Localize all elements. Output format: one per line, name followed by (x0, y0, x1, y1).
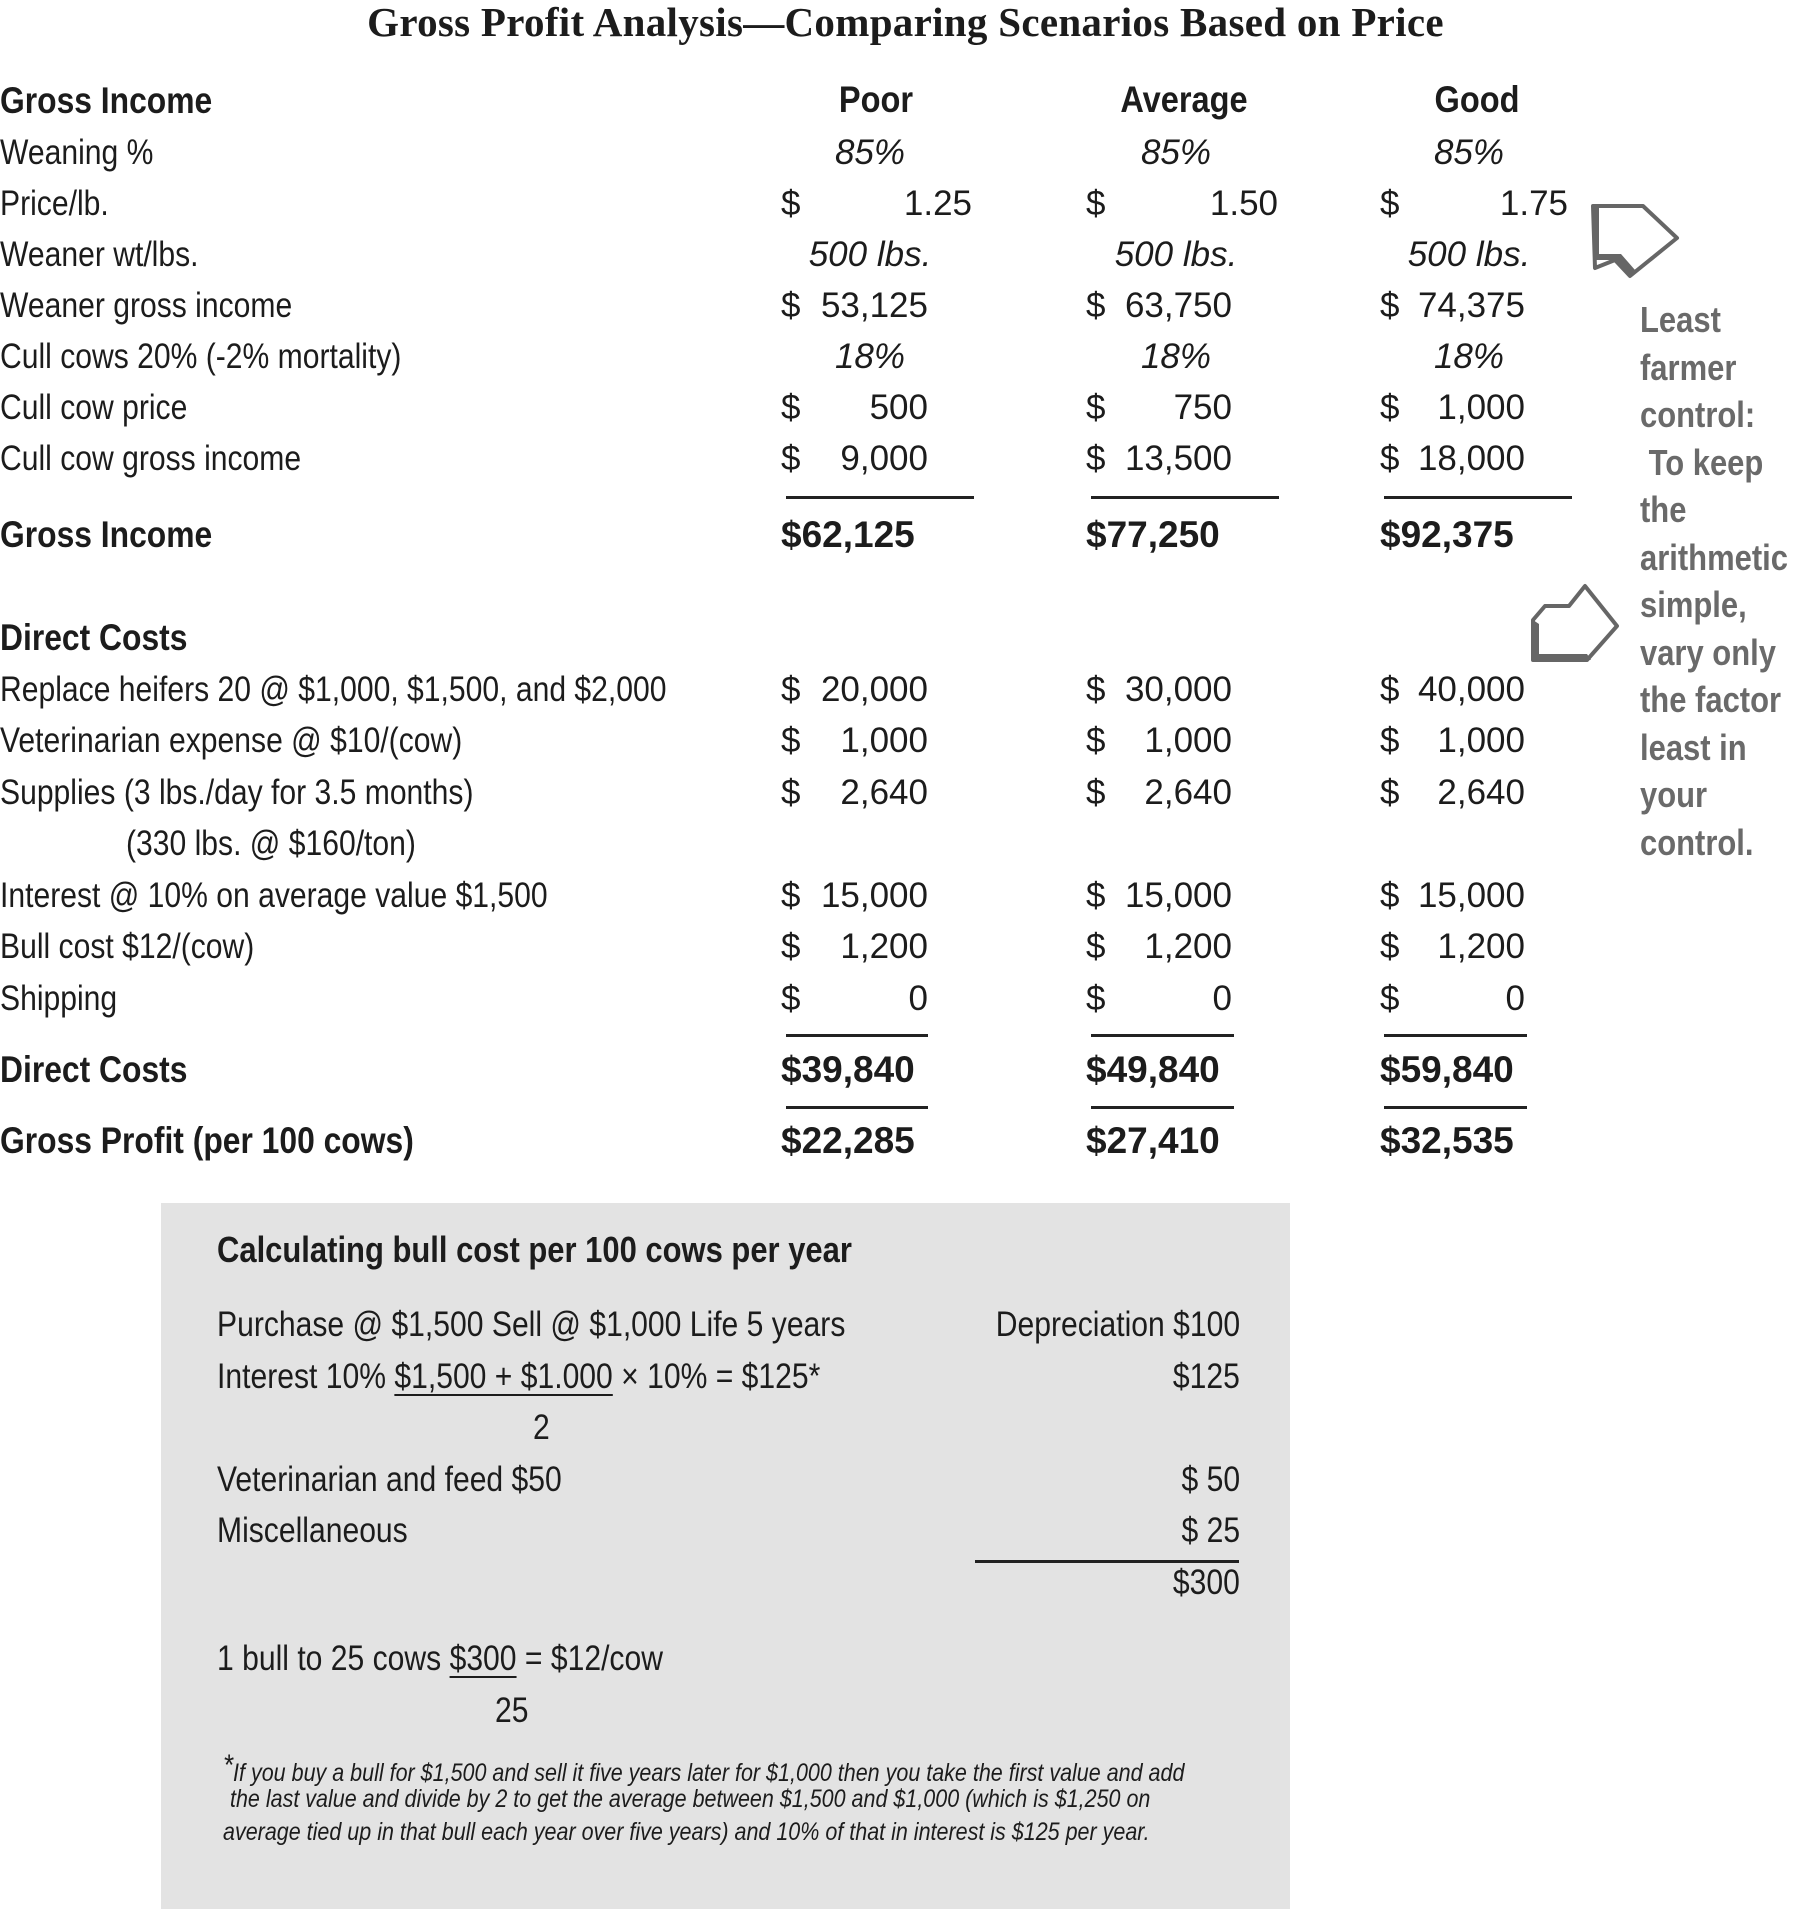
row-label: Cull cow price (0, 388, 188, 427)
dollar-sign: $ (1086, 670, 1106, 709)
gross-income-total: $77,250 (1086, 514, 1220, 555)
value-cell: 85% (1140, 133, 1212, 172)
amount: 15,000 (820, 876, 928, 915)
gross-profit-value: $22,285 (781, 1120, 915, 1161)
total-rule (1384, 496, 1572, 499)
footnote-line1: *If you buy a bull for $1,500 and sell it five years later for $1,000 then you take the first value and add (223, 1749, 1185, 1787)
amount: 53,125 (820, 286, 928, 325)
amount: 9,000 (840, 439, 928, 478)
profit-rule (1091, 1106, 1234, 1109)
value-cell (781, 388, 928, 428)
value-cell (1380, 773, 1525, 813)
gross-income-total: $62,125 (781, 514, 915, 555)
dollar-sign: $ (1380, 439, 1400, 478)
dollar-sign: $ (1086, 876, 1106, 915)
dollar-sign: $ (1380, 876, 1400, 915)
value-cell (781, 876, 928, 916)
dollar-sign: $ (1086, 773, 1106, 812)
total-rule (1384, 1034, 1527, 1037)
value-cell (1086, 927, 1232, 967)
row-label: Weaner gross income (0, 286, 293, 325)
row-label: Veterinarian expense @ $10/(cow) (0, 721, 463, 760)
gross-profit-value: $32,535 (1380, 1120, 1514, 1161)
amount: 1,000 (1437, 721, 1525, 760)
value-cell (1086, 721, 1232, 761)
side-note-line: control. (1640, 821, 1754, 863)
dollar-sign: $ (781, 927, 801, 966)
value-cell (1380, 927, 1525, 967)
bull-box-line4-right: $ 25 (1181, 1511, 1240, 1550)
value-cell: 85% (1433, 133, 1505, 172)
amount: 13,500 (1124, 439, 1232, 478)
gross-profit-label: Gross Profit (per 100 cows) (0, 1120, 414, 1161)
value-cell (1380, 388, 1525, 428)
side-note-line: farmer (1640, 346, 1737, 388)
amount: 1.50 (1209, 184, 1278, 223)
value-cell: 500 lbs. (1407, 235, 1531, 274)
side-note-line: To keep (1640, 441, 1764, 483)
dollar-sign: $ (781, 388, 801, 427)
total-rule (786, 1034, 928, 1037)
side-note-line: vary only (1640, 631, 1776, 673)
arrow-icon-lower (1525, 580, 1625, 670)
dollar-sign: $ (781, 286, 801, 325)
profit-rule (1384, 1106, 1527, 1109)
value-cell: 500 lbs. (1114, 235, 1238, 274)
direct-costs-total: $39,840 (781, 1049, 915, 1090)
value-cell: 85% (834, 133, 906, 172)
value-cell (1086, 439, 1232, 479)
amount: 30,000 (1124, 670, 1232, 709)
dollar-sign: $ (781, 979, 801, 1018)
side-note-line: arithmetic (1640, 536, 1788, 578)
value-cell (1086, 670, 1232, 710)
amount: 1,200 (1144, 927, 1232, 966)
dollar-sign: $ (1380, 670, 1400, 709)
value-cell (781, 721, 928, 761)
row-label: Weaning % (0, 133, 154, 172)
dollar-sign: $ (1086, 979, 1106, 1018)
side-note-line: Least (1640, 299, 1721, 340)
gross-income-total-label: Gross Income (0, 514, 213, 555)
row-label: Interest @ 10% on average value $1,500 (0, 876, 548, 915)
value-cell (1086, 184, 1278, 224)
amount: 63,750 (1124, 286, 1232, 325)
value-cell (1086, 876, 1232, 916)
dollar-sign: $ (781, 439, 801, 478)
amount: 1,000 (840, 721, 928, 760)
dollar-sign: $ (781, 670, 801, 709)
section-heading-gross-income: Gross Income (0, 80, 213, 121)
amount: 74,375 (1417, 286, 1525, 325)
amount: 1,000 (1437, 388, 1525, 427)
total-rule (1091, 496, 1279, 499)
bull-per-cow-line (217, 1639, 663, 1679)
dollar-sign: $ (781, 773, 801, 812)
side-note-line: your (1640, 774, 1708, 815)
amount: 1,000 (1144, 721, 1232, 760)
bull-prefix: 1 bull to 25 cows (217, 1639, 450, 1678)
amount: 0 (1212, 979, 1232, 1018)
amount: 0 (1505, 979, 1525, 1018)
value-cell (1380, 721, 1525, 761)
value-cell: 500 lbs. (808, 235, 932, 274)
value-cell (781, 773, 928, 813)
total-rule (1091, 1034, 1234, 1037)
amount: 1,200 (1437, 927, 1525, 966)
value-cell (1380, 439, 1525, 479)
row-label: Cull cow gross income (0, 439, 302, 478)
row-label: Replace heifers 20 @ $1,000, $1,500, and $2,000 (0, 670, 667, 709)
value-cell: 18% (834, 337, 906, 376)
footnote-line3: average tied up in that bull each year over five years) and 10% of that in interest is $125 per year. (223, 1818, 1150, 1846)
row-label: Shipping (0, 979, 118, 1018)
value-cell (1380, 286, 1525, 326)
bull-box-line4: Miscellaneous (217, 1511, 408, 1550)
amount: 2,640 (840, 773, 928, 812)
amount: 0 (908, 979, 928, 1018)
amount: 40,000 (1417, 670, 1525, 709)
column-header-average: Average (1120, 79, 1248, 120)
row-label: Bull cost $12/(cow) (0, 927, 255, 966)
column-header-good: Good (1434, 79, 1520, 120)
side-note (1640, 296, 1786, 866)
value-cell (781, 979, 928, 1019)
value-cell (781, 439, 928, 479)
side-note-line: the (1640, 489, 1687, 530)
value-cell (781, 184, 972, 224)
side-note-line: simple, (1640, 584, 1747, 625)
row-label: Cull cows 20% (-2% mortality) (0, 337, 402, 376)
interest-numerator: $1,500 + $1.000 (394, 1357, 613, 1396)
dollar-sign: $ (1086, 388, 1106, 427)
bull-box-line2 (217, 1357, 820, 1397)
dollar-sign: $ (1086, 927, 1106, 966)
value-cell (1380, 876, 1525, 916)
arrow-icon-upper (1585, 198, 1685, 288)
value-cell (1380, 979, 1525, 1019)
section-heading-direct-costs: Direct Costs (0, 617, 188, 658)
dollar-sign: $ (781, 184, 801, 223)
dollar-sign: $ (1380, 721, 1400, 760)
side-note-line: least in (1640, 726, 1747, 768)
row-label: Price/lb. (0, 184, 109, 223)
side-note-line: the factor (1640, 679, 1782, 720)
dollar-sign: $ (781, 721, 801, 760)
dollar-sign: $ (1380, 286, 1400, 325)
bull-box-line1: Purchase @ $1,500 Sell @ $1,000 Life 5 years (217, 1305, 846, 1344)
value-cell (781, 670, 928, 710)
bull-box-heading: Calculating bull cost per 100 cows per year (217, 1229, 852, 1270)
value-cell: 18% (1140, 337, 1212, 376)
dollar-sign: $ (1380, 388, 1400, 427)
amount: 15,000 (1417, 876, 1525, 915)
value-cell (1380, 670, 1525, 710)
column-header-poor: Poor (838, 79, 914, 120)
bull-box-line1-right: Depreciation $100 (995, 1305, 1240, 1344)
bull-box-total: $300 (1173, 1563, 1240, 1602)
amount: 20,000 (820, 670, 928, 709)
value-cell (1380, 184, 1568, 224)
value-cell: 18% (1433, 337, 1505, 376)
amount: 1,200 (840, 927, 928, 966)
row-label: Weaner wt/lbs. (0, 235, 199, 274)
value-cell (1086, 773, 1232, 813)
dollar-sign: $ (781, 876, 801, 915)
interest-suffix: × 10% = $125* (612, 1357, 821, 1396)
amount: 18,000 (1417, 439, 1525, 478)
amount: 2,640 (1144, 773, 1232, 812)
dollar-sign: $ (1086, 184, 1106, 223)
bull-box-line3-right: $ 50 (1181, 1460, 1240, 1499)
amount: 750 (1173, 388, 1232, 427)
value-cell (1086, 286, 1232, 326)
direct-costs-total: $49,840 (1086, 1049, 1220, 1090)
dollar-sign: $ (1380, 927, 1400, 966)
footnote-line2: the last value and divide by 2 to get the average between $1,500 and $1,000 (which is $1,250 on (230, 1785, 1151, 1813)
total-rule (786, 496, 974, 499)
dollar-sign: $ (1086, 721, 1106, 760)
amount: 1.75 (1499, 184, 1568, 223)
dollar-sign: $ (1380, 773, 1400, 812)
row-label: (330 lbs. @ $160/ton) (126, 824, 416, 863)
direct-costs-total-label: Direct Costs (0, 1049, 188, 1090)
value-cell (1086, 979, 1232, 1019)
bull-cost-box (161, 1203, 1290, 1909)
value-cell (1086, 388, 1232, 428)
value-cell (781, 286, 928, 326)
amount: 15,000 (1124, 876, 1232, 915)
profit-rule (786, 1106, 928, 1109)
footnote-mark: * (223, 1749, 234, 1782)
interest-prefix: Interest 10% (217, 1357, 395, 1396)
bull-denominator: 25 (495, 1691, 529, 1730)
dollar-sign: $ (1086, 286, 1106, 325)
amount: 2,640 (1437, 773, 1525, 812)
bull-numerator: $300 (449, 1639, 517, 1678)
amount: 1.25 (903, 184, 972, 223)
bull-suffix: = $12/cow (516, 1639, 663, 1678)
bull-box-line2-right: $125 (1173, 1357, 1240, 1396)
interest-denominator: 2 (533, 1408, 550, 1447)
row-label: Supplies (3 lbs./day for 3.5 months) (0, 773, 474, 812)
gross-income-total: $92,375 (1380, 514, 1514, 555)
dollar-sign: $ (1380, 184, 1400, 223)
bull-box-line3: Veterinarian and feed $50 (217, 1460, 562, 1499)
dollar-sign: $ (1380, 979, 1400, 1018)
dollar-sign: $ (1086, 439, 1106, 478)
value-cell (781, 927, 928, 967)
direct-costs-total: $59,840 (1380, 1049, 1514, 1090)
gross-profit-value: $27,410 (1086, 1120, 1220, 1161)
page-title: Gross Profit Analysis—Comparing Scenarios Based on Price (367, 0, 1444, 45)
side-note-line: control: (1640, 394, 1756, 435)
amount: 500 (869, 388, 928, 427)
